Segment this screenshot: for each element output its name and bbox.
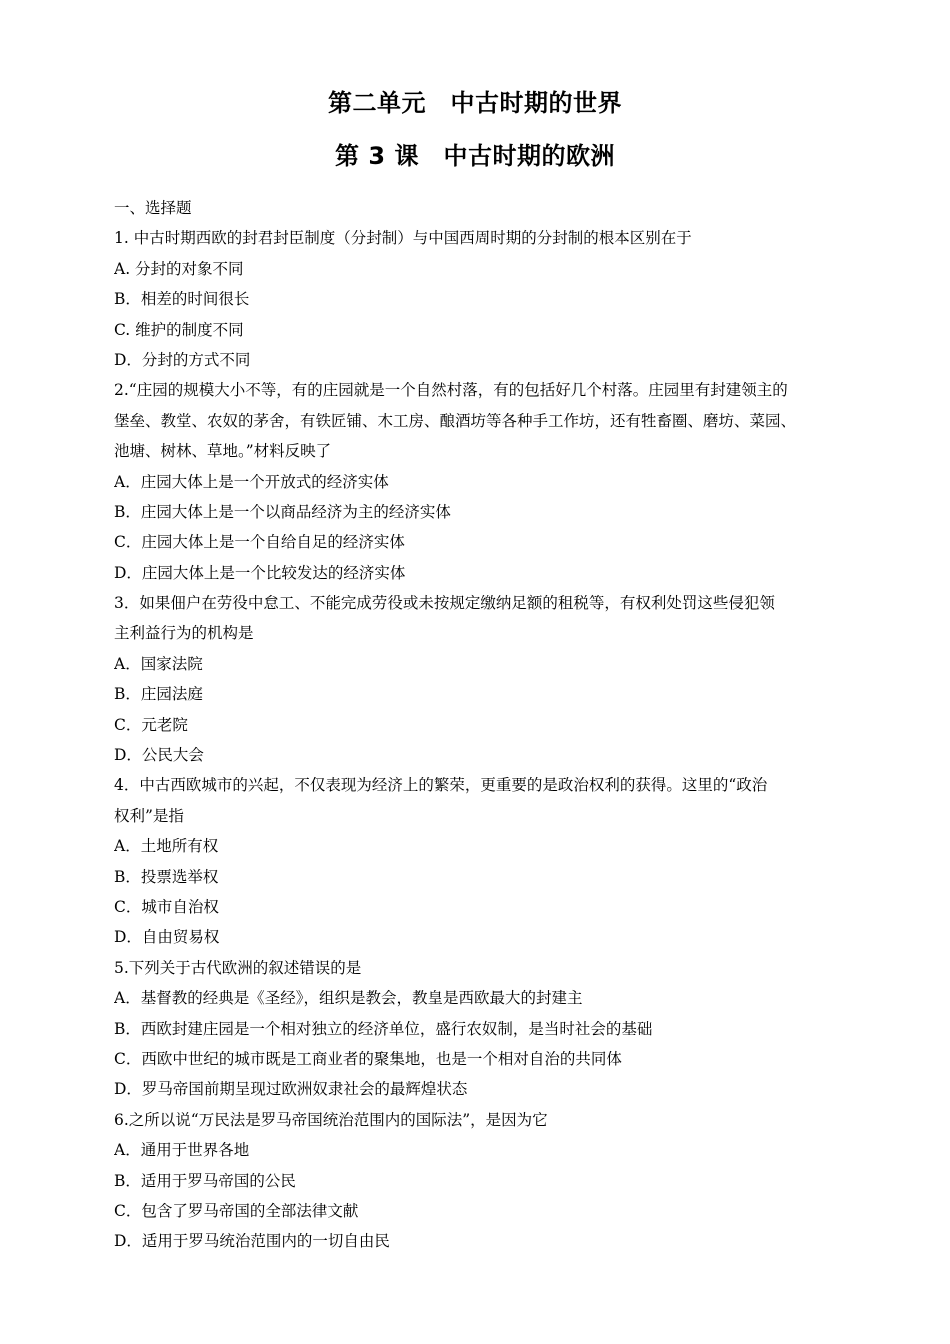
question-stem-line: 2.“庄园的规模大小不等，有的庄园就是一个自然村落，有的包括好几个村落。庄园里有封建领主的 [114, 381, 788, 400]
option-b: B．西欧封建庄园是一个相对独立的经济单位，盛行农奴制，是当时社会的基础 [114, 1019, 653, 1038]
option-a: A．土地所有权 [114, 837, 219, 856]
question-4 [114, 770, 844, 952]
option-d: D．罗马帝国前期呈现过欧洲奴隶社会的最辉煌状态 [114, 1080, 468, 1099]
option-a: A．基督教的经典是《圣经》，组织是教会，教皇是西欧最大的封建主 [114, 989, 583, 1008]
question-stem-line: 4．中古西欧城市的兴起，不仅表现为经济上的繁荣，更重要的是政治权利的获得。这里的“政治 [114, 776, 768, 795]
option-b: B．庄园法庭 [114, 685, 203, 704]
question-stem: 6.之所以说“万民法是罗马帝国统治范围内的国际法”，是因为它 [114, 1110, 548, 1129]
question-stem-line: 主利益行为的机构是 [114, 624, 254, 643]
content [114, 193, 844, 1257]
question-3 [114, 588, 844, 770]
question-2 [114, 375, 844, 588]
option-d: D．公民大会 [114, 746, 204, 765]
option-d: D．庄园大体上是一个比较发达的经济实体 [114, 563, 406, 582]
option-b: B．适用于罗马帝国的公民 [114, 1171, 296, 1190]
question-stem: 5.下列关于古代欧洲的叙述错误的是 [114, 958, 362, 977]
question-stem: 1. 中古时期西欧的封君封臣制度（分封制）与中国西周时期的分封制的根本区别在于 [114, 229, 692, 248]
option-d: D．分封的方式不同 [114, 350, 251, 369]
unit-title: 第二单元 中古时期的世界 [328, 89, 622, 117]
option-a: A．通用于世界各地 [114, 1141, 250, 1160]
option-c: C．庄园大体上是一个自给自足的经济实体 [114, 533, 405, 552]
question-1 [114, 223, 844, 375]
lesson-title: 第 3 课 中古时期的欧洲 [335, 142, 615, 170]
question-6 [114, 1105, 844, 1257]
option-d: D．适用于罗马统治范围内的一切自由民 [114, 1232, 390, 1251]
option-b: B．相差的时间很长 [114, 290, 250, 309]
option-c: C．包含了罗马帝国的全部法律文献 [114, 1201, 359, 1220]
option-d: D．自由贸易权 [114, 928, 220, 947]
question-5 [114, 953, 844, 1105]
option-a: A．庄园大体上是一个开放式的经济实体 [114, 472, 389, 491]
option-a: A．国家法院 [114, 654, 203, 673]
question-stem-line: 权利”是指 [114, 806, 184, 825]
option-c: C．元老院 [114, 715, 188, 734]
option-b: B．庄园大体上是一个以商品经济为主的经济实体 [114, 502, 451, 521]
question-stem-line: 3．如果佃户在劳役中怠工、不能完成劳役或未按规定缴纳足额的租税等，有权利处罚这些侵犯领 [114, 594, 775, 613]
option-c: C. 维护的制度不同 [114, 320, 244, 339]
option-c: C．西欧中世纪的城市既是工商业者的聚集地，也是一个相对自治的共同体 [114, 1049, 622, 1068]
option-b: B．投票选举权 [114, 867, 219, 886]
question-stem-line: 池塘、树林、草地。”材料反映了 [114, 442, 332, 461]
option-c: C．城市自治权 [114, 897, 219, 916]
section-heading: 一、选择题 [114, 199, 192, 217]
question-stem-line: 堡垒、教堂、农奴的茅舍，有铁匠铺、木工房、酿酒坊等各种手工作坊，还有牲畜圈、磨坊、菜园、 [114, 411, 797, 430]
option-a: A. 分封的对象不同 [114, 259, 244, 278]
